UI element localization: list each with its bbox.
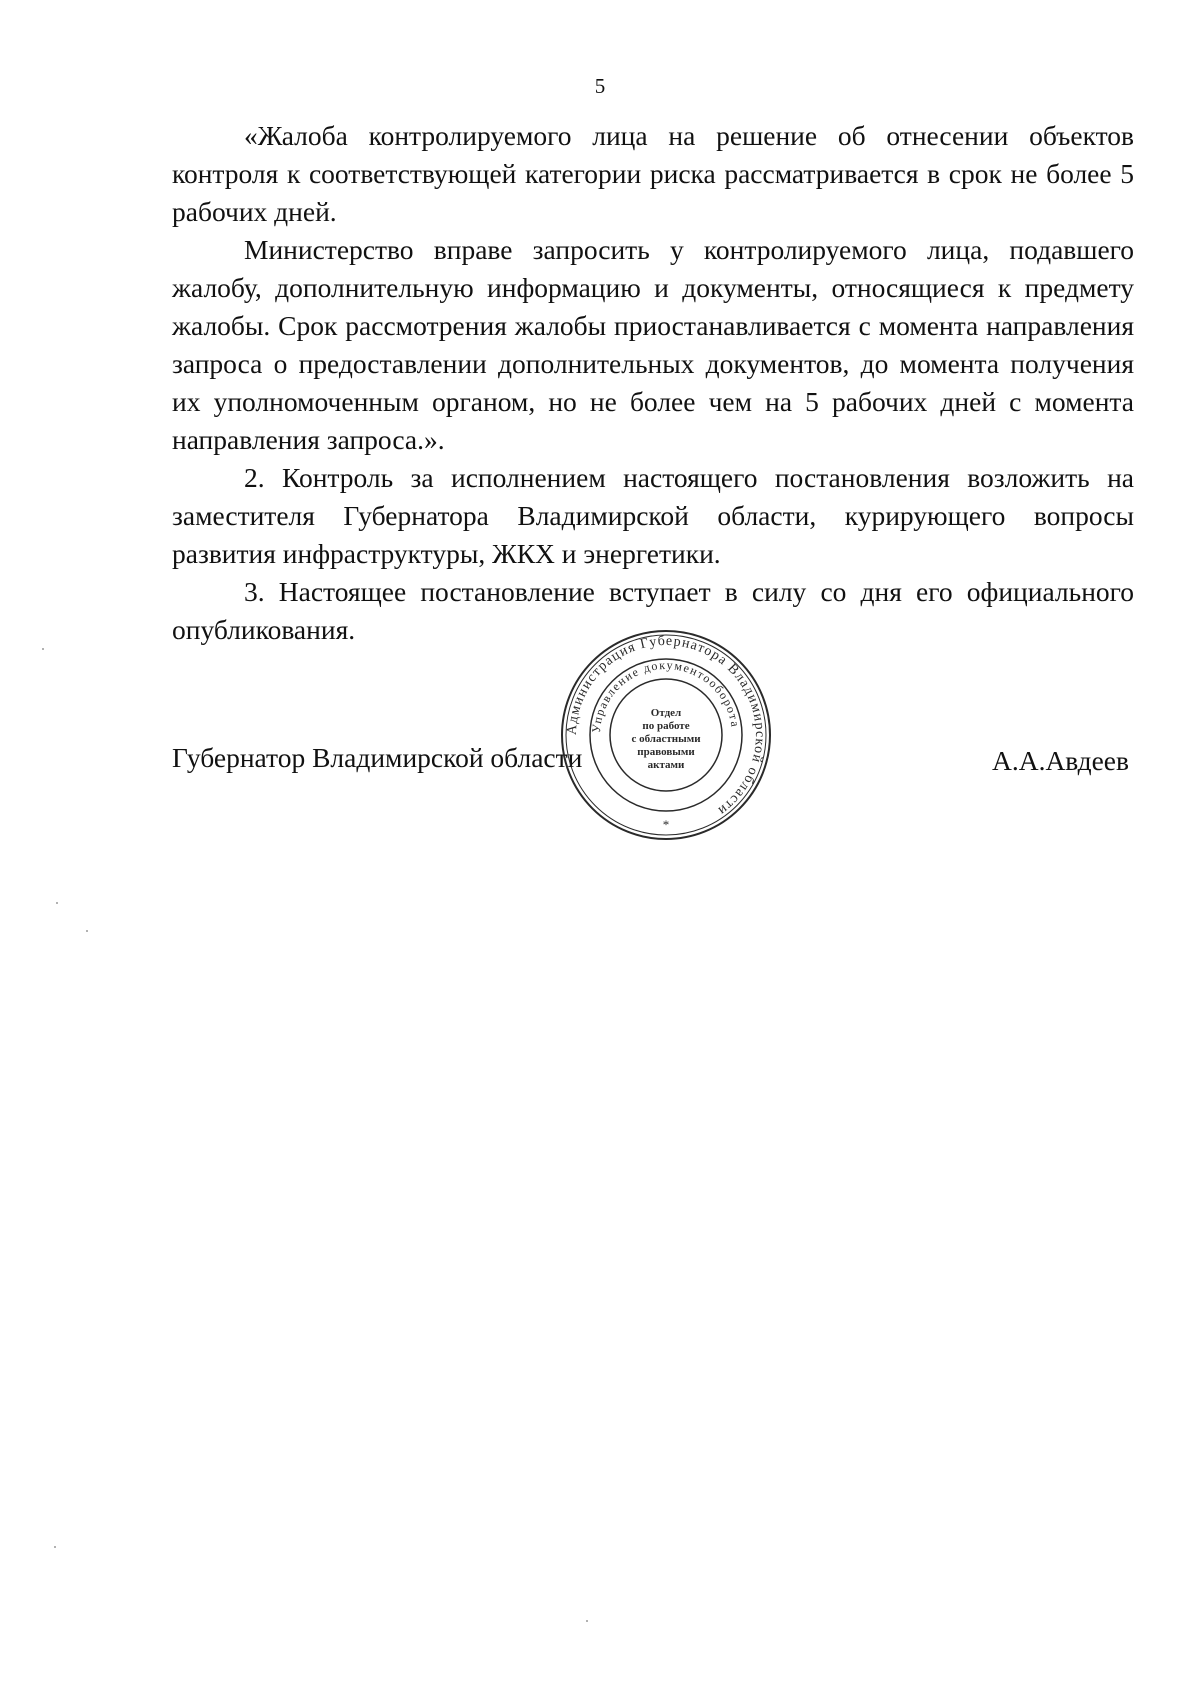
paragraph-control: 2. Контроль за исполнением настоящего постановления возложить на заместителя Губернатора Владимирской области, курирующего вопросы развития инфраструктуры, ЖКХ и энергетики. (172, 462, 1134, 569)
scan-speck (54, 1546, 56, 1548)
seal-center-line: актами (647, 759, 685, 771)
paragraph-complaint-term: «Жалоба контролируемого лица на решение об отнесении объектов контроля к соответствующей категории риска рассматривается в срок не более 5 рабочих дней. (172, 120, 1134, 227)
document-body (172, 117, 1134, 649)
seal-star: * (662, 817, 670, 832)
seal-graphic (559, 628, 773, 842)
seal-inner-ring-text: Управление документооборота (588, 657, 743, 734)
paragraph-ministry-request: Министерство вправе запросить у контролируемого лица, подавшего жалобу, дополнительную информацию и документы, относящиеся к предмету жалобы. Срок рассмотрения жалобы приостанавливается с момента направления запроса о предоставлении дополнительных документов, до момента получения их уполномоченным органом, но не более чем на 5 рабочих дней с момента направления запроса.». (172, 234, 1134, 455)
seal-outer-ring-text: Администрация Губернатора Владимирской области (564, 633, 768, 819)
signatory-position: Губернатор Владимирской области (172, 742, 583, 773)
paragraph-effective-date: 3. Настоящее постановление вступает в силу со дня его официального опубликования. (172, 576, 1134, 645)
scan-speck (86, 930, 88, 932)
scan-speck (586, 1620, 588, 1622)
scan-speck (56, 902, 58, 904)
seal-center-line: с областными (631, 733, 701, 745)
seal-center-line: по работе (642, 720, 690, 732)
page-number: 5 (594, 74, 606, 98)
signatory-name: А.А.Авдеев (991, 745, 1129, 776)
seal-center-line: Отдел (650, 707, 682, 719)
seal-center-line: правовыми (637, 746, 695, 758)
scan-speck (42, 648, 44, 650)
official-seal (559, 628, 773, 842)
seal-center-text (631, 707, 701, 771)
